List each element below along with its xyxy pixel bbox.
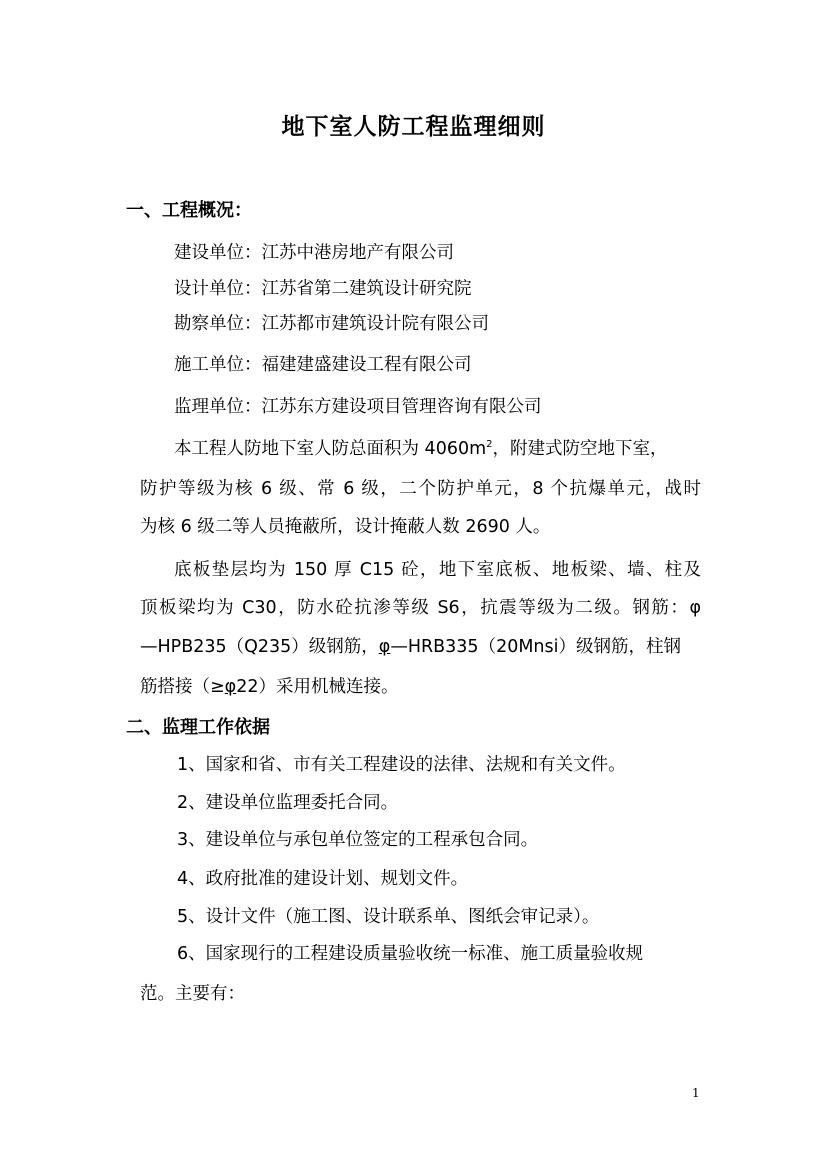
paragraph-materials-line-2: 顶板梁均为 C30，防水砼抗渗等级 S6，抗震等级为二级。钢筋：φ — [140, 598, 701, 618]
phi-symbol: φ — [224, 677, 237, 697]
rebar-hrb-text: —HRB335（20Mnsi）级钢筋，柱钢 — [390, 637, 682, 657]
paragraph-materials-line-3 — [140, 635, 701, 659]
supervision-unit-line: 监理单位：江苏东方建设项目管理咨询有限公司 — [174, 397, 542, 417]
square-superscript: 2 — [486, 439, 493, 451]
basis-item-6-line-2: 范。主要有： — [140, 984, 245, 1004]
area-text-tail: ，附建式防空地下室， — [492, 439, 668, 459]
basis-item-2: 2、建设单位监理委托合同。 — [177, 793, 399, 813]
paragraph-area-line-1 — [174, 437, 701, 461]
splice-text: 筋搭接（≥ — [140, 677, 225, 697]
document-title: 地下室人防工程监理细则 — [281, 113, 546, 140]
basis-item-6-line-1: 6、国家现行的工程建设质量验收统一标准、施工质量验收规 — [177, 944, 644, 964]
section-heading-basis: 二、监理工作依据 — [126, 717, 270, 738]
basis-item-4: 4、政府批准的建设计划、规划文件。 — [177, 869, 469, 889]
page-number: 1 — [692, 1086, 700, 1100]
basis-item-1: 1、国家和省、市有关工程建设的法律、法规和有关文件。 — [177, 755, 626, 775]
phi-symbol: φ — [378, 637, 391, 657]
paragraph-materials-line-4 — [140, 675, 399, 699]
paragraph-area-line-2: 防护等级为核 6 级、常 6 级，二个防护单元，8 个抗爆单元，战时 — [140, 479, 701, 499]
paragraph-area-line-3: 为核 6 级二等人员掩蔽所，设计掩蔽人数 2690 人。 — [140, 517, 551, 537]
paragraph-materials-line-1: 底板垫层均为 150 厚 C15 砼，地下室底板、地板梁、墙、柱及 — [174, 560, 701, 580]
section-heading-overview: 一、工程概况： — [126, 200, 252, 221]
design-unit-line: 设计单位：江苏省第二建筑设计研究院 — [174, 279, 472, 299]
construction-unit-line: 建设单位：江苏中港房地产有限公司 — [174, 243, 454, 263]
basis-item-5: 5、设计文件（施工图、设计联系单、图纸会审记录）。 — [177, 907, 600, 927]
basis-item-3: 3、建设单位与承包单位签定的工程承包合同。 — [177, 830, 539, 850]
splice-text-tail: 22）采用机械连接。 — [236, 677, 399, 697]
contractor-unit-line: 施工单位：福建建盛建设工程有限公司 — [174, 355, 472, 375]
area-text: 本工程人防地下室人防总面积为 4060m — [174, 439, 487, 459]
survey-unit-line: 勘察单位：江苏都市建筑设计院有限公司 — [174, 314, 489, 334]
rebar-hpb-text: —HPB235（Q235）级钢筋， — [140, 637, 379, 657]
